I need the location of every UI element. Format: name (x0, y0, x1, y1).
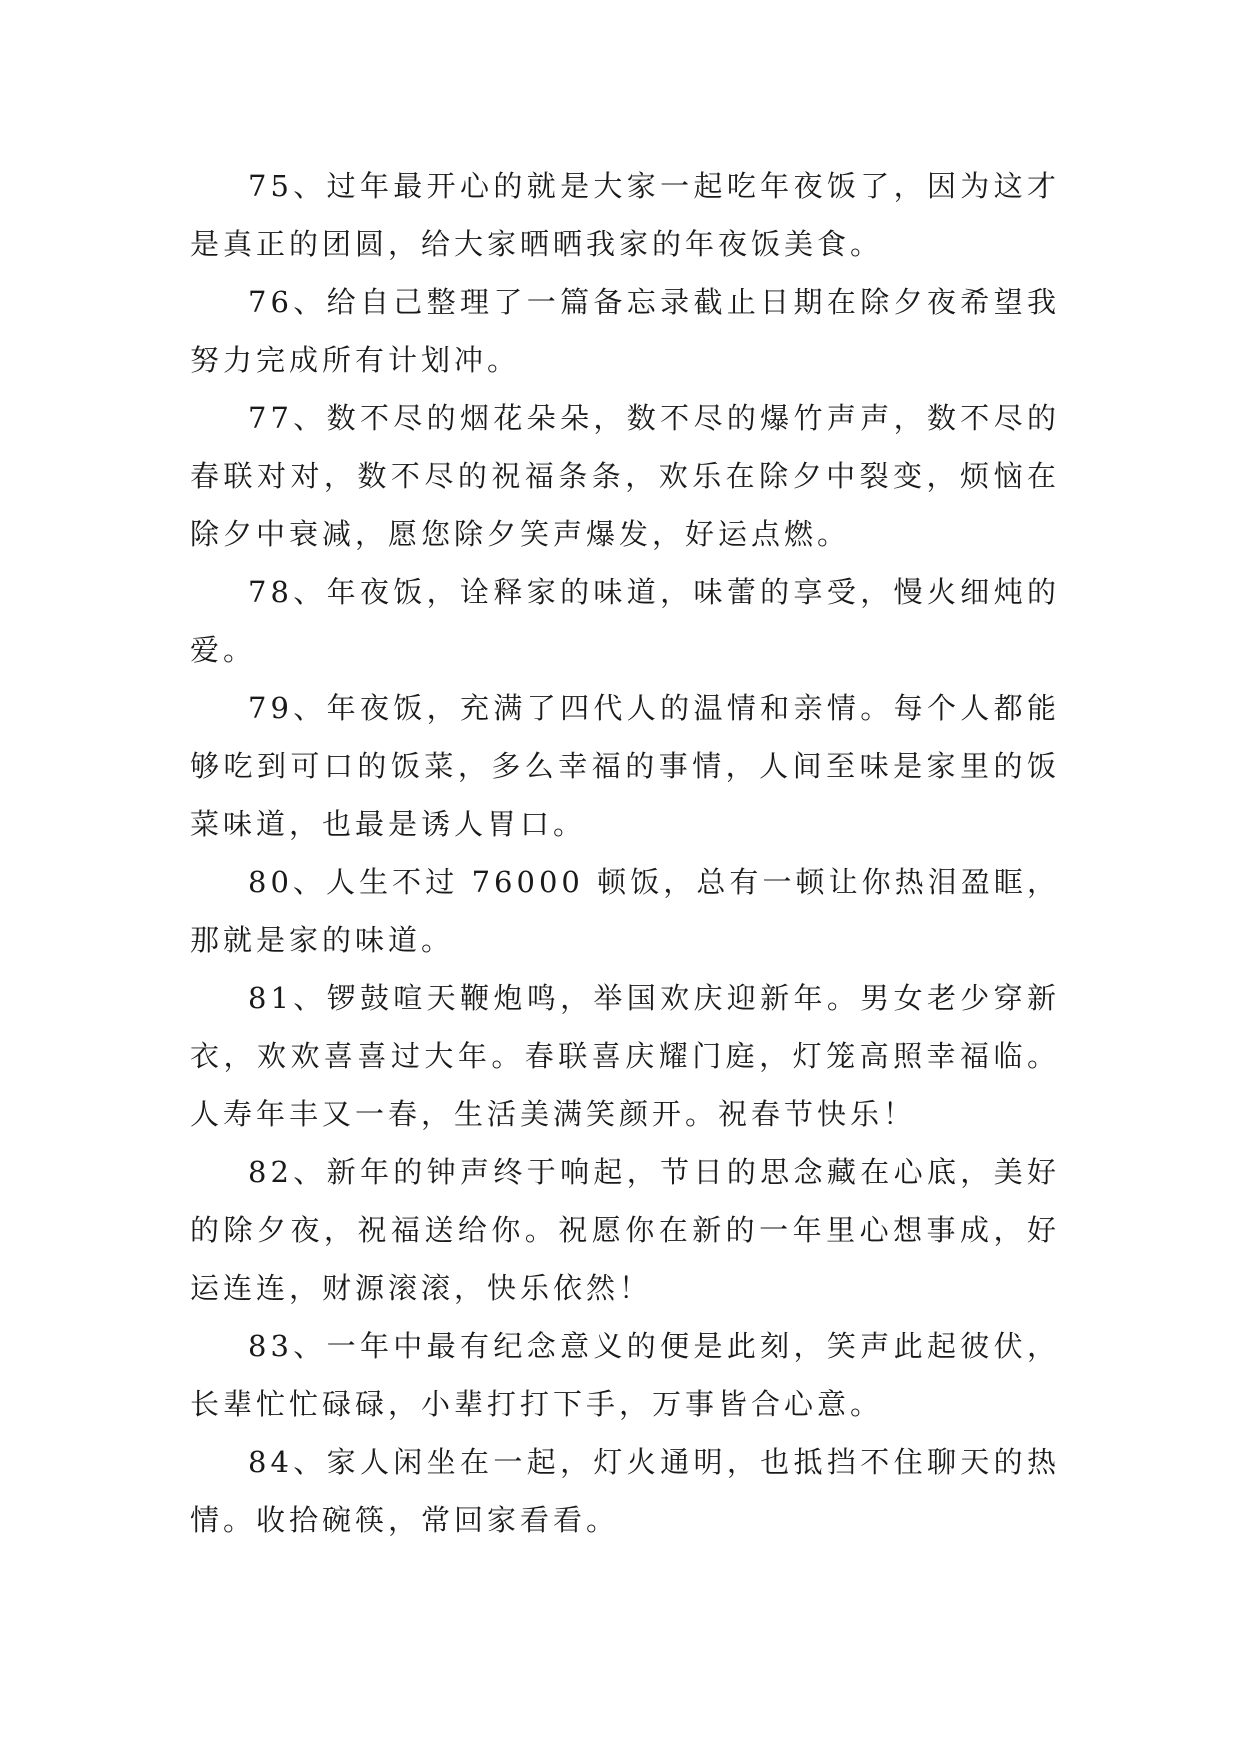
paragraph-83: 83、一年中最有纪念意义的便是此刻，笑声此起彼伏，长辈忙忙碌碌，小辈打打下手，万事皆合心意。 (190, 1329, 1060, 1421)
paragraph-78: 78、年夜饭，诠释家的味道，味蕾的享受，慢火细炖的爱。 (190, 575, 1060, 667)
paragraph-76: 76、给自己整理了一篇备忘录截止日期在除夕夜希望我努力完成所有计划冲。 (190, 285, 1060, 377)
paragraph-80: 80、人生不过 76000 顿饭，总有一顿让你热泪盈眶，那就是家的味道。 (190, 865, 1060, 957)
paragraph-79: 79、年夜饭，充满了四代人的温情和亲情。每个人都能够吃到可口的饭菜，多么幸福的事情，人间至味是家里的饭菜味道，也最是诱人胃口。 (190, 691, 1060, 841)
paragraph-77: 77、数不尽的烟花朵朵，数不尽的爆竹声声，数不尽的春联对对，数不尽的祝福条条，欢乐在除夕中裂变，烦恼在除夕中衰减，愿您除夕笑声爆发，好运点燃。 (190, 401, 1060, 551)
document-body (190, 157, 1060, 1549)
paragraph-84: 84、家人闲坐在一起，灯火通明，也抵挡不住聊天的热情。收拾碗筷，常回家看看。 (190, 1445, 1060, 1537)
paragraph-82: 82、新年的钟声终于响起，节日的思念藏在心底，美好的除夕夜，祝福送给你。祝愿你在新的一年里心想事成，好运连连，财源滚滚，快乐依然！ (190, 1155, 1060, 1305)
paragraph-75: 75、过年最开心的就是大家一起吃年夜饭了，因为这才是真正的团圆，给大家晒晒我家的年夜饭美食。 (190, 169, 1060, 261)
paragraph-81: 81、锣鼓喧天鞭炮鸣，举国欢庆迎新年。男女老少穿新衣，欢欢喜喜过大年。春联喜庆耀门庭，灯笼高照幸福临。人寿年丰又一春，生活美满笑颜开。祝春节快乐！ (190, 981, 1060, 1131)
